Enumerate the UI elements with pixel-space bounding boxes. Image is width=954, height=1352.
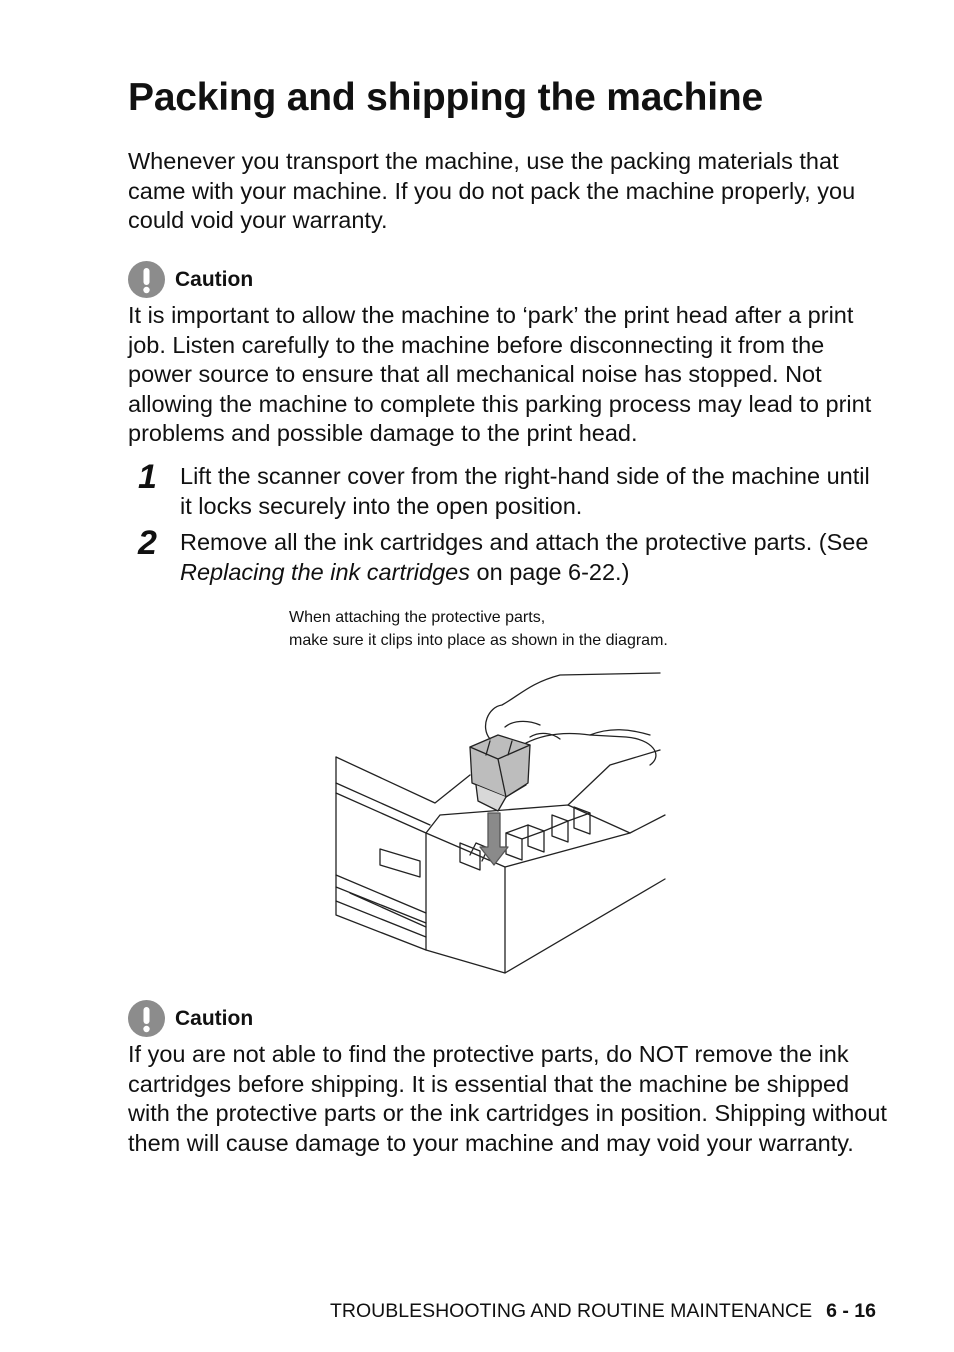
caution-label: Caution	[175, 267, 254, 291]
page-title: Packing and shipping the machine	[128, 76, 764, 119]
caution-label: Caution	[175, 1006, 254, 1030]
page-footer	[330, 1300, 876, 1323]
intro-paragraph: Whenever you transport the machine, use the packing materials that came with your machine. If you do not pack the machine properly, you could void your warranty.	[128, 148, 856, 234]
step-text	[180, 528, 880, 587]
diagram-note-line: When attaching the protective parts,	[289, 609, 546, 626]
caution-heading-1	[128, 261, 253, 298]
cartridge-diagram	[330, 665, 675, 985]
caution-heading-2	[128, 1000, 253, 1037]
diagram-note	[289, 606, 789, 652]
exclamation-icon	[128, 261, 165, 298]
step-text: Lift the scanner cover from the right-hand side of the machine until it locks securely into the open position.	[180, 463, 870, 519]
step-number: 2	[138, 524, 157, 562]
exclamation-icon	[128, 1000, 165, 1037]
step-text-part: Remove all the ink cartridges and attach the protective parts. (See	[180, 529, 869, 555]
cross-reference: Replacing the ink cartridges	[180, 558, 470, 585]
footer-section: TROUBLESHOOTING AND ROUTINE MAINTENANCE	[329, 1300, 813, 1322]
step-text-part: on page 6-22.)	[470, 558, 630, 585]
page-number: 6 - 16	[826, 1300, 876, 1322]
step-number: 1	[138, 458, 157, 496]
caution-text-1: It is important to allow the machine to ‘park’ the print head after a print job. Listen carefully to the machine before disconnecting it from the power source to ensure that all mechanical noise has stopped. Not allowing the machine to complete this parking process may lead to print problems and possible damage to the print head.	[128, 302, 872, 447]
diagram-note-line: make sure it clips into place as shown in the diagram.	[289, 632, 668, 649]
caution-text-2: If you are not able to find the protective parts, do NOT remove the ink cartridges before shipping. It is essential that the machine be shipped with the protective parts or the ink cartridges in position. Shipping without them will cause damage to your machine and may void your warranty.	[128, 1041, 887, 1156]
